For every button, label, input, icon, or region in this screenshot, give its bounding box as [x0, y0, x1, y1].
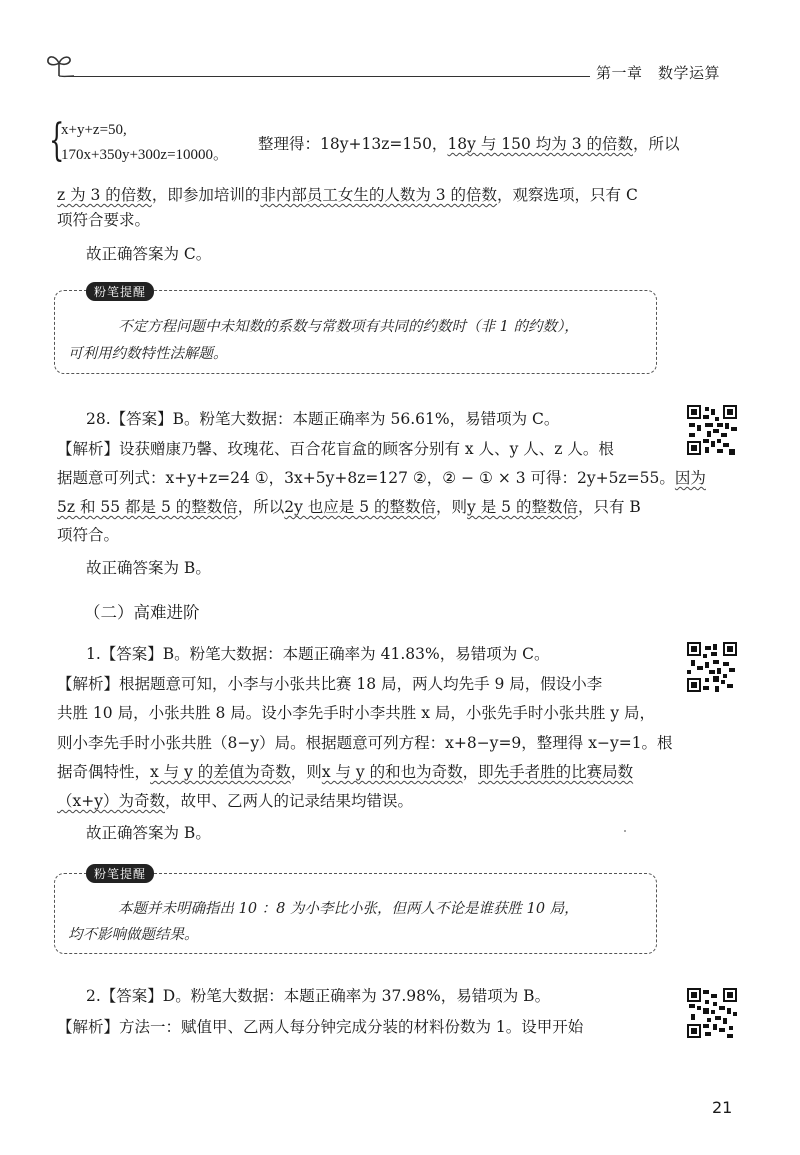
q1-line1: 【解析】根据题意可知，小李与小张共比赛 18 局，两人均先手 9 局，假设小李	[57, 675, 603, 693]
system-eq2: 170x+350y+300z=10000。	[61, 147, 229, 163]
p1-line3: 项符合要求。	[57, 211, 151, 229]
p1-underline3: 非内部员工女生的人数为 3 的倍数	[260, 186, 498, 204]
tip1-line2: 可利用约数特性法解题。	[68, 346, 228, 362]
q28-conj: ，则	[436, 498, 468, 516]
tip-tag-1: 粉笔提醒	[86, 282, 154, 301]
q28-line1: 【解析】设获赠康乃馨、玫瑰花、百合花盲盒的顾客分别有 x 人、y 人、z 人。根	[57, 440, 614, 458]
q28-mid: ，所以	[237, 498, 285, 516]
q1-line2: 共胜 10 局，小张共胜 8 局。设小李先手时小李共胜 x 局，小张先手时小张共胜 y 局，	[57, 704, 656, 722]
answer-1: 故正确答案为 C。	[86, 245, 212, 263]
q28-tail: ，只有 B	[577, 498, 641, 516]
section-title: （二）高难进阶	[84, 603, 200, 622]
p1-underline2: z 为 3 的倍数	[57, 186, 152, 204]
p1-line2	[57, 184, 638, 206]
q1-line3: 则小李先手时小张共胜（8−y）局。根据题意可列方程：x+8−y=9，整理得 x−y=1。根	[57, 734, 673, 752]
p1-line1	[258, 133, 680, 155]
q28-line2-underline: 因为	[674, 469, 706, 487]
q1-line4	[57, 761, 633, 783]
q2-line1: 【解析】方法一：赋值甲、乙两人每分钟完成分装的材料份数为 1。设甲开始	[57, 1018, 584, 1036]
qr-code-icon[interactable]	[687, 988, 737, 1038]
q1-answer: 故正确答案为 B。	[86, 824, 211, 842]
q1-underline4: （x+y）为奇数	[57, 792, 165, 810]
qr-code-icon[interactable]	[687, 642, 737, 692]
q2-head: 2.【答案】D。粉笔大数据：本题正确率为 37.98%，易错项为 B。	[86, 987, 551, 1005]
tip-tag-2: 粉笔提醒	[86, 864, 154, 883]
q28-head: 28.【答案】B。粉笔大数据：本题正确率为 56.61%，易错项为 C。	[86, 410, 560, 428]
q28-underline1: 5z 和 55 都是 5 的整数倍	[57, 498, 238, 516]
q28-answer: 故正确答案为 B。	[86, 559, 211, 577]
system-eq1: x+y+z=50,	[61, 122, 127, 138]
tip1-line1: 不定方程问题中未知数的系数与常数项有共同的约数时（非 1 的约数），	[118, 319, 579, 335]
q28-underline3: y 是 5 的整数倍	[467, 498, 578, 516]
system-brace: {	[49, 115, 65, 166]
tip2-line2: 均不影响做题结果。	[68, 927, 199, 943]
page-number: 21	[712, 1098, 733, 1117]
q1-mid: ，则	[290, 763, 322, 781]
q1-line5	[57, 790, 413, 812]
p1-underline1: 18y 与 150 均为 3 的倍数	[447, 135, 633, 153]
header-rule	[62, 76, 590, 77]
q1-underline3: 即先手者胜的比赛局数	[478, 763, 634, 781]
tip2-line1: 本题并未明确指出 10 ：8 为小李比小张，但两人不论是谁获胜 10 局，	[118, 901, 579, 917]
q28-line3	[57, 496, 641, 518]
q1-head: 1.【答案】B。粉笔大数据：本题正确率为 41.83%，易错项为 C。	[86, 645, 550, 663]
q1-underline1: x 与 y 的差值为奇数	[150, 763, 291, 781]
stray-mark	[624, 830, 626, 832]
q28-line2	[57, 467, 706, 489]
q28-underline2: 2y 也应是 5 的整数倍	[284, 498, 437, 516]
q1-underline2: x 与 y 的和也为奇数	[321, 763, 463, 781]
q1-line4-lead: 据奇偶特性，	[57, 763, 151, 781]
chapter-title: 第一章 数学运算	[596, 64, 721, 82]
p1-tail2: ，观察选项，只有 C	[497, 186, 638, 204]
p1-lead: 整理得：18y+13z=150，	[258, 135, 448, 153]
q28-line4: 项符合。	[57, 526, 120, 544]
q1-line5-tail: ，故甲、乙两人的记录结果均错误。	[165, 792, 414, 810]
q28-line2-text: 据题意可列式：x+y+z=24 ①，3x+5y+8z=127 ②，② − ① × 3 可得：2y+5z=55。	[57, 469, 675, 487]
p1-tail1: ，所以	[633, 135, 680, 153]
q1-comma: ，	[462, 763, 479, 781]
p1-mid: ，即参加培训的	[151, 186, 261, 204]
qr-code-icon[interactable]	[687, 405, 737, 455]
